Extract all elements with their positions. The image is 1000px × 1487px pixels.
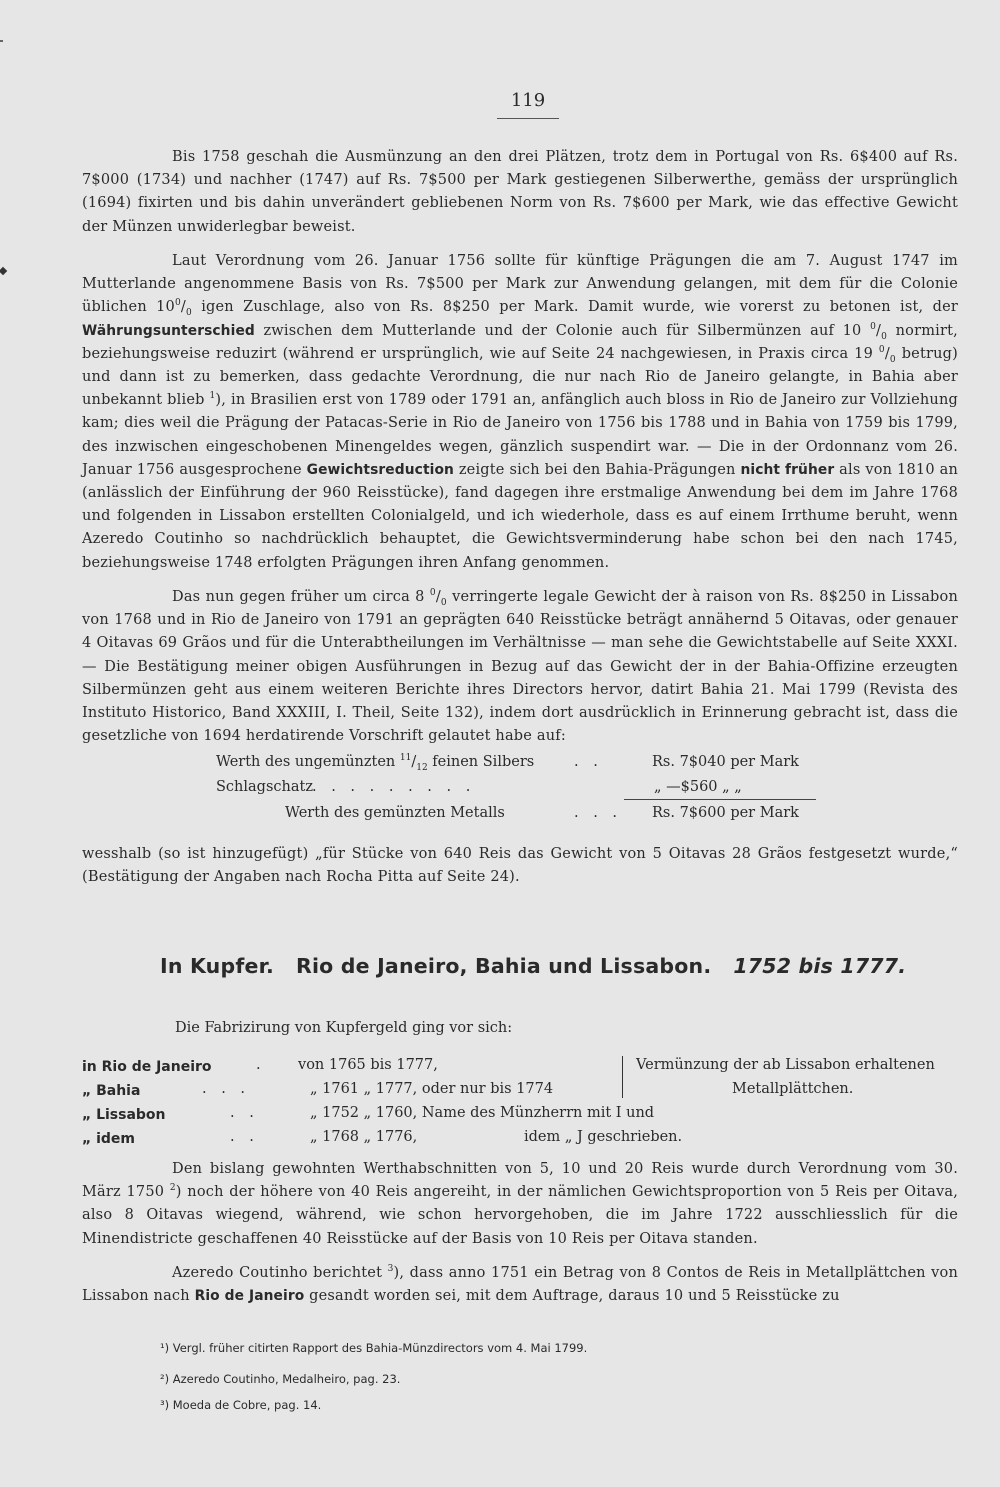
para2-run: Laut Verordnung vom 26. Januar 1756 sollte für künftige Prägungen die am 7. August 1747 im Mutterlande angenommene Basis von Rs. 7$500 per Mark zur Anwendung gelangen, mit dem für die Colonie üblichen 10: [82, 253, 958, 316]
para1-run: Bis 1758 geschah die Ausmünzung an den drei Plätzen, trotz dem in Portugal von Rs. 6$400 auf Rs. 7$000 (1734) und nachher (1747) auf Rs. 7$500 per Mark gestiegenen Silberwerthe, gemäss der ursprünglich (1694) fixirten und bis dahin unverändert gebliebenen Norm von Rs. 7$600 per Mark, wie das effective Gewicht der Münzen unwiderlegbar beweist.: [82, 149, 958, 235]
page-number: 119: [510, 90, 546, 111]
page-number-rule: [497, 118, 559, 119]
table-row-2-dots: . . .: [202, 1081, 251, 1097]
para2-run: als von 1810 an (anlässlich der Einführung der 960 Reisstücke), fand dagegen ihre erstmalige Anwendung bei dem im Jahre 1768 und folgenden in Lissabon erstellten Colonialgeld, und ich wiederhole, dass es auf einem Irrthume beruht, wenn Azeredo Coutinho so nachdrücklich behauptet, die Gewichtsverminderung habe schon bei den nach 1745, beziehungsweise 1748 erfolgten Prägungen ihren Anfang genommen.: [82, 461, 958, 571]
para2-run: betrug) und dann ist zu bemerken, dass gedachte Verordnung, die nur nach Rio de Janeiro gelangte, in Bahia aber unbekannt blieb: [82, 345, 958, 409]
para2-run: /: [180, 299, 187, 316]
para2-run: ), in Brasilien erst von 1789 oder 1791 an, anfänglich auch bloss in Rio de Janeiro zur Vollziehung kam; dies weil die Prägung der Patacas-Serie in Rio de Janeiro von 1756 bis 1788 und in Bahia von 1759 bis 1799, des inzwischen eingeschobenen Minengeldes wegen, gänzlich suspendirt war. — Die in der Ordonnanz vom 26. Januar 1756 ausgesprochene: [82, 392, 958, 478]
table-side-note-2: Metallplättchen.: [732, 1081, 854, 1097]
para2-run: zeigte sich bei den Bahia-Prägungen: [453, 461, 741, 478]
table-row-1-period: von 1765 bis 1777,: [298, 1057, 438, 1073]
para5-run: Den bislang gewohnten Werthabschnitten von 5, 10 und 20 Reis wurde durch Verordnung vom 30. März 1750: [82, 1161, 958, 1201]
para2-run: /: [884, 345, 890, 362]
para6-run: Rio de Janeiro: [194, 1288, 305, 1305]
calc-row-1-label: Werth des ungemünzten $^{11}/_{12}$ feinen Silbers: [216, 753, 535, 773]
paragraph-2: [82, 250, 958, 575]
calc-row-3-dots: . . .: [574, 805, 623, 821]
heading-part-1: In Kupfer.: [160, 954, 274, 978]
footnote-3: ³) Moeda de Cobre, pag. 14.: [160, 1398, 322, 1412]
para3-run: 0: [440, 597, 447, 608]
sum-rule: [624, 799, 816, 800]
para3-run: 0: [429, 588, 436, 599]
calc-row-2-label: Schlagschatz: [216, 779, 313, 795]
footnote-1: ¹) Vergl. früher citirten Rapport des Bahia-Münzdirectors vom 4. Mai 1799.: [160, 1341, 588, 1355]
calc-row-3-value: Rs. 7$600 per Mark: [652, 805, 799, 821]
calc-row-2-dots: . . . . . . . . .: [312, 779, 476, 795]
para2-run: 0: [174, 298, 181, 309]
para2-run: 0: [878, 344, 885, 355]
table-row-1-place: in Rio de Janeiro: [82, 1059, 212, 1075]
para2-run: 0: [870, 321, 877, 332]
para2-run: Gewichtsreduction: [306, 461, 454, 478]
table-brace: [622, 1056, 623, 1098]
heading-part-2: Rio de Janeiro, Bahia und Lissabon.: [295, 954, 712, 978]
table-row-4-dots: . .: [230, 1129, 259, 1145]
para5-run: 2: [169, 1183, 176, 1194]
paragraph-1: [82, 146, 958, 239]
para6-run: gesandt worden sei, mit dem Auftrage, daraus 10 und 5 Reisstücke zu: [304, 1288, 840, 1305]
para2-run: /: [876, 322, 882, 339]
paragraph-6: [82, 1262, 958, 1308]
para2-run: 0: [889, 354, 896, 365]
margin-mark: [0, 267, 7, 275]
table-row-3-period: „ 1752 „ 1760, Name des Münzherrn mit I und: [310, 1105, 655, 1121]
calc-row-1-value: Rs. 7$040 per Mark: [652, 754, 799, 770]
table-row-1-dots: .: [256, 1057, 261, 1073]
para2-run: 0: [186, 308, 192, 319]
calc-row-3-label: Werth des gemünzten Metalls: [285, 805, 505, 821]
para3-run: Das nun gegen früher um circa 8: [172, 589, 430, 605]
table-row-4-place: „ idem: [82, 1131, 135, 1147]
calc-row-1-dots: . .: [574, 754, 603, 770]
scan-edge-mark: [0, 40, 3, 42]
table-row-4-period: „ 1768 „ 1776,: [310, 1129, 418, 1145]
footnote-2: ²) Azeredo Coutinho, Medalheiro, pag. 23.: [160, 1372, 401, 1386]
para6-run: 3: [387, 1264, 394, 1275]
para4-run: wesshalb (so ist hinzugefügt) „für Stücke von 640 Reis das Gewicht von 5 Oitavas 28 Grãos festgesetzt wurde,“ (Bestätigung der Angaben nach Rocha Pitta auf Seite 24).: [82, 846, 958, 886]
section-heading: [160, 954, 906, 978]
paragraph-3: [82, 586, 958, 748]
table-side-note-1: Vermünzung der ab Lissabon erhaltenen: [636, 1057, 935, 1073]
para2-run: nicht früher: [740, 461, 835, 478]
table-row-3-dots: . .: [230, 1105, 259, 1121]
para2-run: zwischen dem Mutterlande und der Colonie auch für Silbermünzen auf 10: [254, 322, 871, 339]
table-row-3-place: „ Lissabon: [82, 1107, 166, 1123]
para6-run: Azeredo Coutinho berichtet: [172, 1265, 388, 1281]
para5-run: ) noch der höhere von 40 Reis angereiht, in der nämlichen Gewichtsproportion von 5 Reis per Oitava, also 8 Oitavas wiegend, während, wie schon hervorgehoben, die im Jahre 1722 ausschliesslich für die Minendistricte geschaffenen 40 Reisstücke auf der Basis von 10 Reis per Oitava standen.: [82, 1184, 959, 1247]
para3-run: verringerte legale Gewicht der à raison von Rs. 8$250 in Lissabon von 1768 und in Rio de Janeiro von 1791 an geprägten 640 Reisstücke beträgt annähernd 5 Oitavas, oder genauer 4 Oitavas 69 Grãos und für die Unterabtheilungen im Verhältnisse — man sehe die Gewichtstabelle auf Seite XXXI. — Die Bestätigung meiner obigen Ausführungen in Bezug auf das Gewicht der in der Bahia-Offizine erzeugten Silbermünzen geht aus einem weiteren Berichte ihres Directors hervor, datirt Bahia 21. Mai 1799 (Revista des Instituto Historico, Band XXXIII, I. Theil, Seite 132), indem dort ausdrücklich in Erinnerung gebracht ist, dass die gesetzliche von 1694 herdatirende Vorschrift gelautet habe auf:: [82, 589, 959, 745]
para2-run: normirt, beziehungsweise reduzirt (während er ursprünglich, wie auf Seite 24 nachgewiesen, in Praxis circa 19: [82, 322, 958, 362]
calc-row-2-value: „ —$560 „ „: [654, 779, 742, 795]
table-row-4-note: idem „ J geschrieben.: [524, 1129, 683, 1145]
para2-run: Währungsunterschied: [82, 322, 255, 339]
table-intro: Die Fabrizirung von Kupfergeld ging vor sich:: [175, 1020, 513, 1036]
para2-run: igen Zuschlage, also von Rs. 8$250 per Mark. Damit wurde, wie vorerst zu betonen ist, der: [191, 299, 958, 316]
paragraph-5: [82, 1158, 958, 1251]
paragraph-4: [82, 843, 958, 889]
para2-run: 0: [881, 331, 888, 342]
table-row-2-place: „ Bahia: [82, 1083, 141, 1099]
para2-run: 1: [209, 391, 216, 402]
para3-run: /: [435, 589, 441, 605]
para6-run: ), dass anno 1751 ein Betrag von 8 Contos de Reis in Metallplättchen von Lissabon nach: [82, 1265, 959, 1305]
heading-part-3: 1752 bis 1777.: [733, 954, 907, 978]
table-row-2-period: „ 1761 „ 1777, oder nur bis 1774: [310, 1081, 554, 1097]
